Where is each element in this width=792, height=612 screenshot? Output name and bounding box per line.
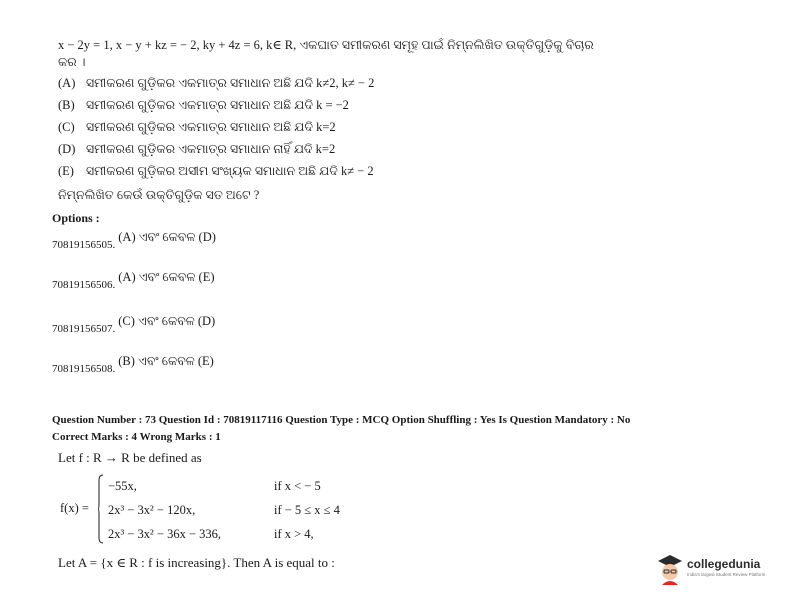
statement-d: (D) ସମୀକରଣ ଗୁଡ଼ିକର ଏକମାତ୍ର ସମାଧାନ ନାହିଁ ଯଦି k=2 — [58, 142, 336, 156]
piece-3-cond: if x > 4, — [274, 527, 314, 541]
piece-1-expr: −55x, — [108, 479, 137, 493]
brand-tagline: India's largest Student Review Platform — [687, 572, 766, 577]
choice-2[interactable]: 70819156506.(A) ଏବଂ କେବଳ (E) — [52, 270, 215, 291]
piece-3-expr: 2x³ − 3x² − 36x − 336, — [108, 527, 222, 541]
brand-name: collegedunia — [687, 557, 761, 571]
equations-line: x − 2y = 1, x − y + kz = − 2, ky + 4z = 6, k∈ R, ଏକଘାତ ସମୀକରଣ ସମୂହ ପାଇଁ ନିମ୍ନଲିଖିତ ଉକ୍ତିଗୁଡ଼ିକୁ ବିଚାର — [58, 38, 594, 52]
statement-b: (B) ସମୀକରଣ ଗୁଡ଼ିକର ଏକମାତ୍ର ସମାଧାନ ଅଛି ଯଦି k = −2 — [58, 98, 349, 112]
piece-2-expr: 2x³ − 3x² − 120x, — [108, 503, 196, 517]
question-meta: Question Number : 73 Question Id : 70819117116 Question Type : MCQ Option Shuffling : Yes Is Question Mandatory : No — [52, 414, 631, 426]
options-title: Options : — [52, 211, 100, 225]
statement-a: (A) ସମୀକରଣ ଗୁଡ଼ିକର ଏକମାତ୍ର ସମାଧାନ ଅଛି ଯଦି k≠2, k≠ − 2 — [58, 76, 375, 90]
choice-1[interactable]: 70819156505.(A) ଏବଂ କେବଳ (D) — [52, 230, 216, 251]
equations-line-continued: କର । — [58, 55, 86, 69]
piece-1-cond: if x < − 5 — [274, 479, 321, 493]
statement-list — [58, 72, 374, 182]
function-intro: Let f : R → R be defined as — [58, 450, 202, 465]
collegedunia-logo-icon — [655, 552, 685, 586]
choice-4[interactable]: 70819156508.(B) ଏବଂ କେବଳ (E) — [52, 354, 214, 375]
piece-2-cond: if − 5 ≤ x ≤ 4 — [274, 503, 340, 517]
left-brace — [98, 474, 104, 544]
statement-c: (C) ସମୀକରଣ ଗୁଡ଼ିକର ଏକମାତ୍ର ସମାଧାନ ଅଛି ଯଦି k=2 — [58, 120, 336, 134]
question-prompt: ନିମ୍ନଲିଖିତ କେଉଁ ଉକ୍ତିଗୁଡ଼ିକ ସତ ଅଟେ ? — [58, 188, 260, 202]
choice-3[interactable]: 70819156507.(C) ଏବଂ କେବଳ (D) — [52, 314, 216, 335]
fx-label: f(x) = — [60, 501, 89, 515]
marks-meta: Correct Marks : 4 Wrong Marks : 1 — [52, 431, 221, 443]
final-question: Let A = {x ∈ R : f is increasing}. Then A is equal to : — [58, 555, 335, 570]
statement-e: (E) ସମୀକରଣ ଗୁଡ଼ିକର ଅସୀମ ସଂଖ୍ୟକ ସମାଧାନ ଅଛି ଯଦି k≠ − 2 — [58, 164, 374, 178]
